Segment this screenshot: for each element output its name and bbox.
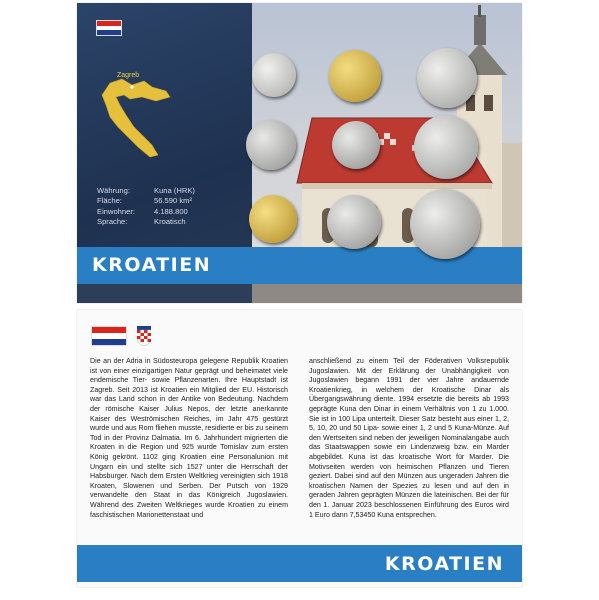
coin-1-lipa xyxy=(252,53,296,97)
photo-bottom-strip xyxy=(77,284,522,303)
facts-list xyxy=(97,186,195,227)
coin-2-kuna xyxy=(414,115,478,179)
country-title: KROATIEN xyxy=(92,254,212,276)
history-text-left: Die an der Adria in Südosteuropa gelegene Republik Kroatien ist von einer einzigartigen Natur geprägt und beheimatet viele endemische Tier- sowie Pflanzenarten. Ihre Hauptstadt ist Zagreb. Seit 2013 ist Kroatien ein Mitglied der EU. Historisch war das Land schon in der Antike von Bedeutung. Nachdem der römische Kaiser Julius Nepos, der letzte anerkannte Kaiser des Weströmischen Reiches, im Jahr 475 gestürzt wurde und aus Rom fliehen musste, residierte er bis zu seinem Tod in der Provinz Dalmatia. Im 6. Jahrhundert migrierten die Kroaten in die Region und 925 wurde Tomislav zum ersten König gekrönt. 1102 ging Kroatien eine Personalunion mit Ungarn ein und stellte sich 1527 unter die Herrschaft der Habsburger. Nach dem Ersten Weltkrieg vereinigten sich 1918 Kroaten, Slowenen und Serben. Der Putsch von 1929 verwandelte den Staat in das Königreich Jugoslawien. Während des Zweiten Weltkrieges wurde Kroatien zu einem faschistischen Marionettenstaat und xyxy=(90,357,288,519)
fact-row-population: Einwohner: 4.188.800 xyxy=(97,206,188,216)
coin-set-card-front xyxy=(77,3,522,303)
fact-row-currency: Währung: Kuna (HRK) xyxy=(97,186,195,195)
coin-5-lipa xyxy=(249,195,297,243)
bottom-title-band xyxy=(77,545,522,582)
croatia-flag-icon xyxy=(97,21,121,35)
coin-50-lipa xyxy=(327,195,381,249)
croatia-flag-icon-back xyxy=(92,327,126,345)
history-text-right: anschließend zu einem Teil der Föderativen Volksrepublik Jugoslawien. Mit der Erklärung der Unabhängigkeit von Jugoslawien begann 1991 der vier Jahre andauernde Kroatienkrieg, in welchem der Kroatische Dinar als Übergangswährung diente. 1994 ersetzte die bereits ab 1993 geprägte Kuna den Dinar in einem Verhältnis von 1 zu 1.000. Sie ist in 100 Lipa unterteilt. Dieser Satz besteht aus einer 1, 2, 5, 10, 20 und 50 Lipa- sowie einer 1, 2 und 5 Kuna-Münze. Auf den Wertseiten sind neben der jeweiligen Nominalangabe auch das Staatswappen sowie ein Lindenzweig bzw. ein Marder abgebildet. Kuna ist das kroatische Wort für Marder. Die Motivseiten werden von heimischen Pflanzen und Tieren geziert. Dabei sind auf den Münzen aus ungeraden Jahren die kroatischen Namen der Spezies zu lesen und auf den in geraden Jahren geprägten Münzen die lateinischen. Bei der für den 1. Januar 2023 beschlossenen Einführung des Euros wird 1 Euro dann 7,53450 Kuna entsprechen. xyxy=(309,357,509,519)
coin-10-lipa xyxy=(332,121,380,169)
info-panel xyxy=(77,3,252,253)
fact-row-area: Fläche: 56.590 km² xyxy=(97,196,192,206)
coin-1-kuna xyxy=(417,48,477,108)
map-city-label: Zagreb xyxy=(117,72,140,79)
coin-20-lipa xyxy=(329,50,381,102)
fact-row-language: Sprache: Kroatisch xyxy=(97,216,186,226)
country-title-bottom: KROATIEN xyxy=(384,553,504,575)
croatia-map-icon xyxy=(92,75,172,165)
coin-2-lipa xyxy=(246,120,296,170)
croatia-coat-of-arms-icon xyxy=(137,326,151,346)
coin-5-kuna xyxy=(410,189,480,259)
coin-set-card-back xyxy=(77,310,522,587)
